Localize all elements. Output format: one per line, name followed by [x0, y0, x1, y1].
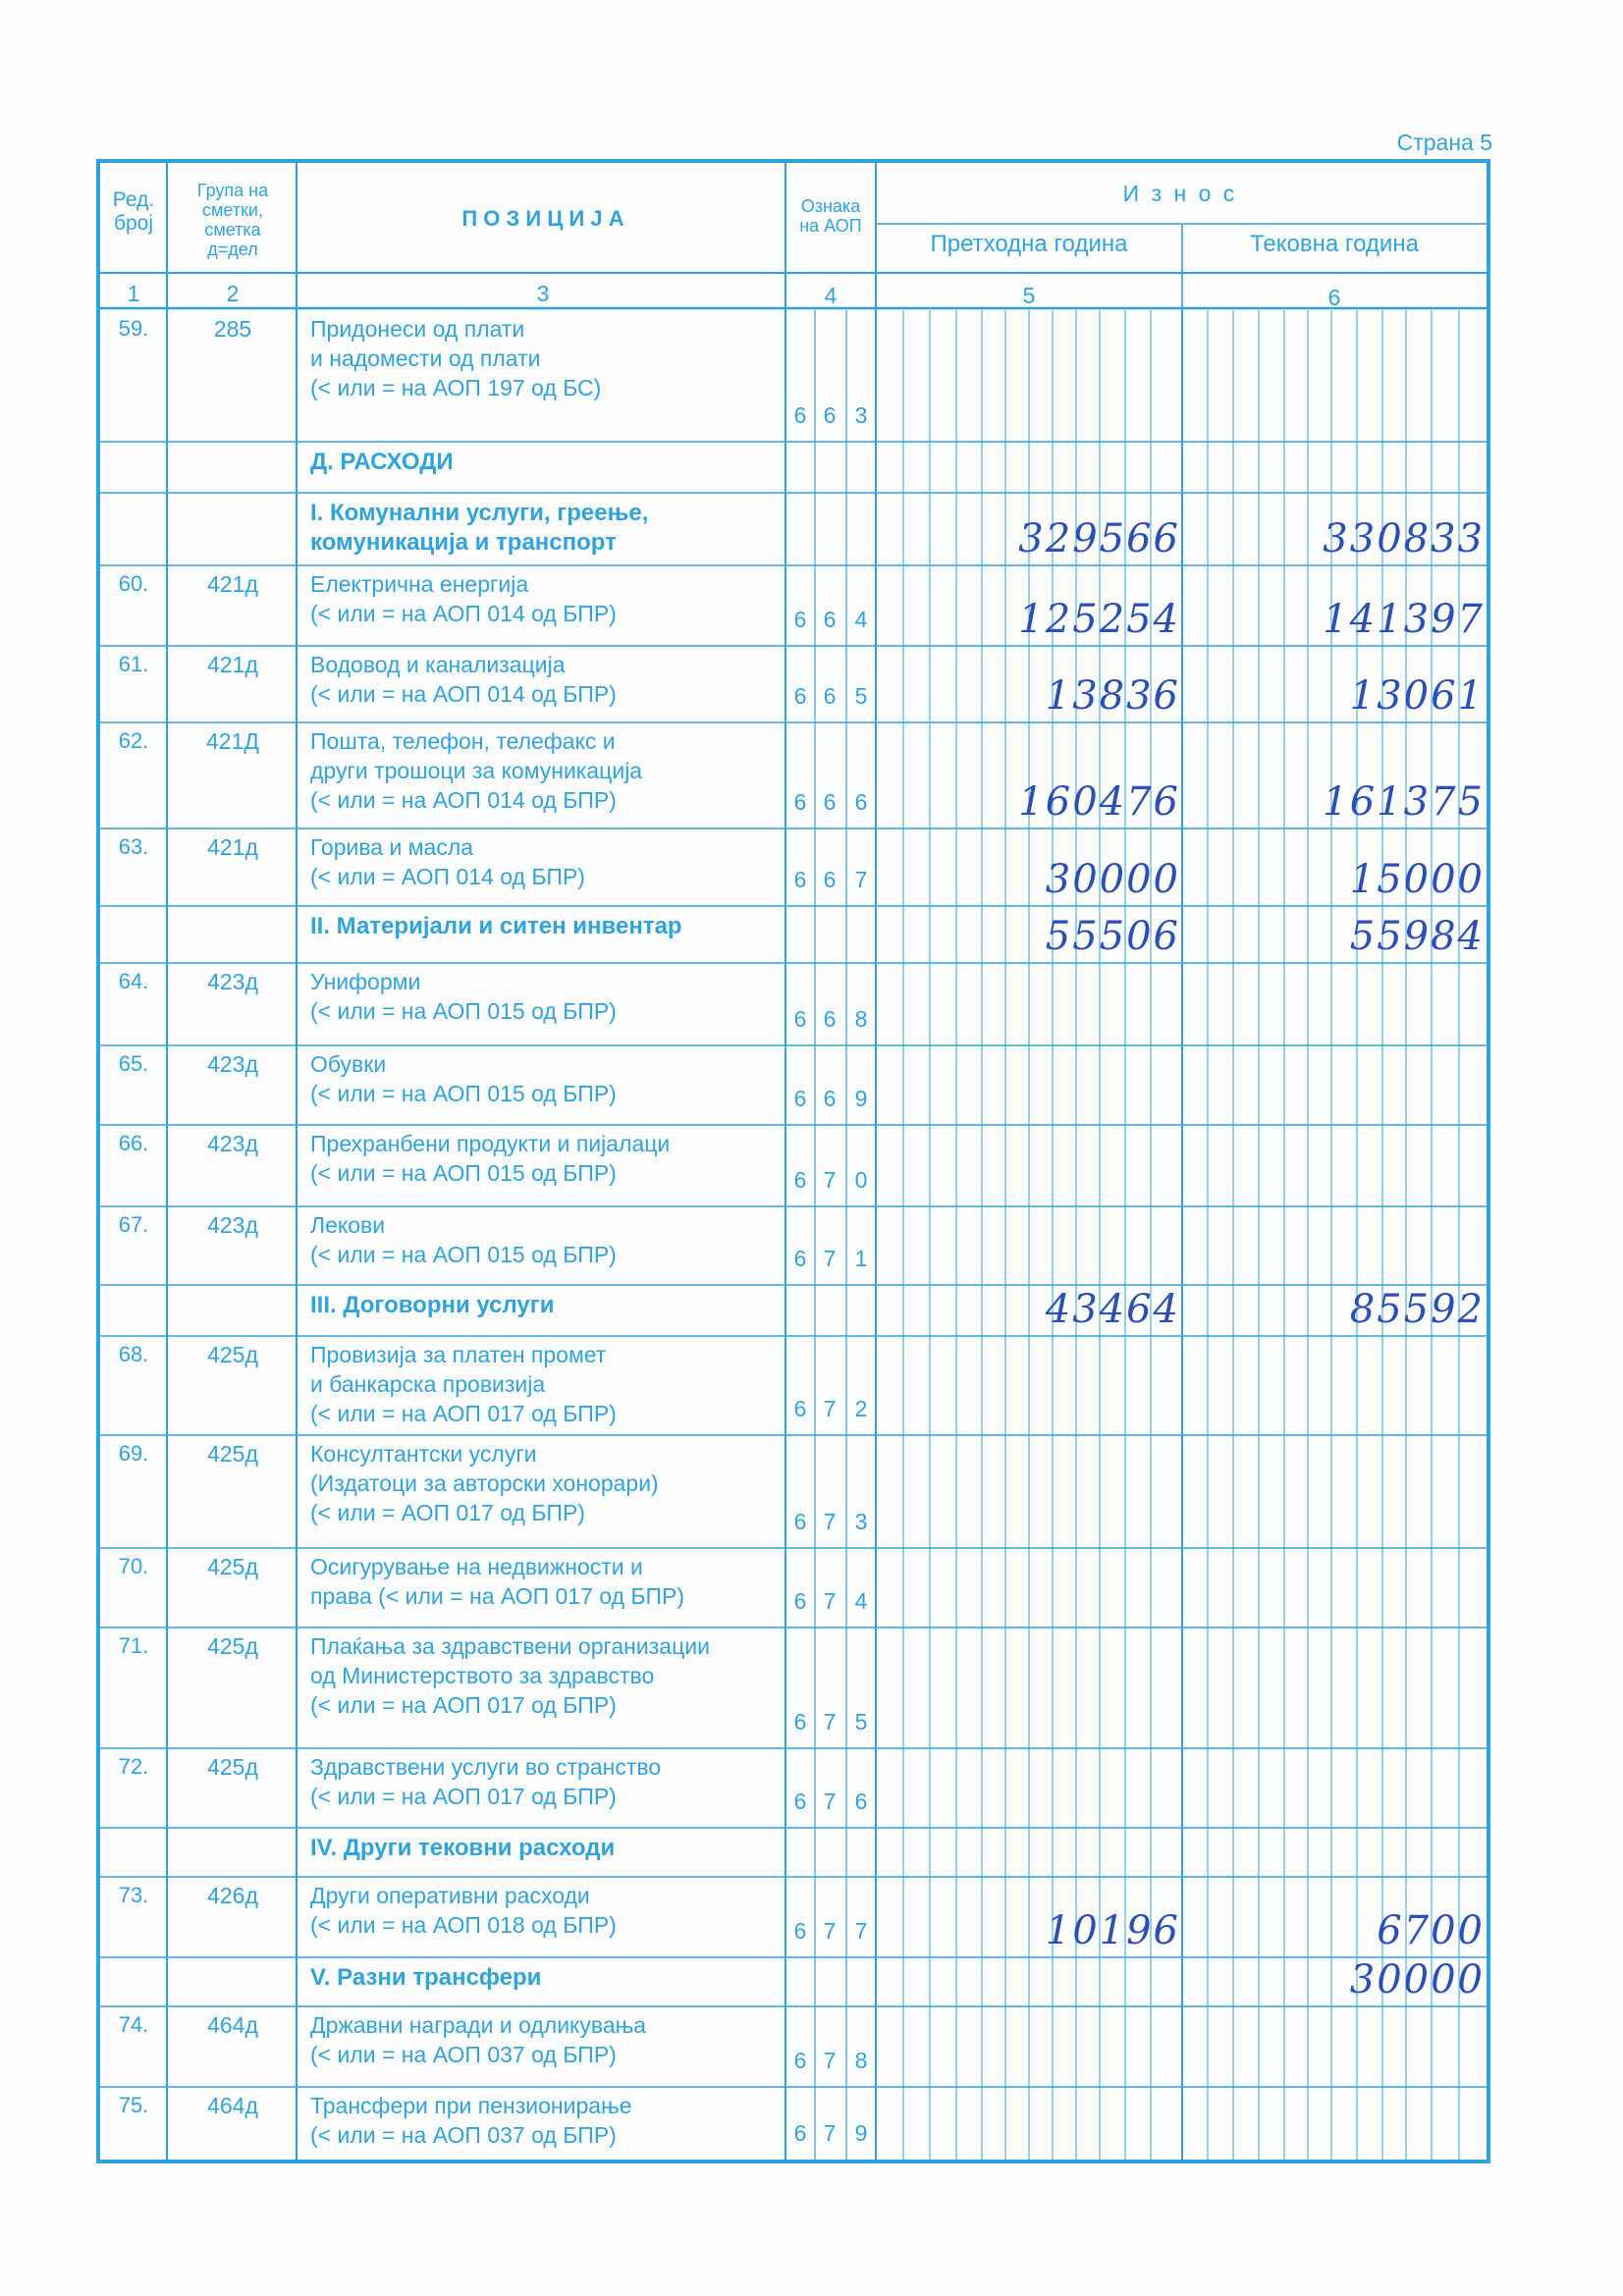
- aop-digit: 6: [823, 1006, 837, 1032]
- header-current-year: Тековна година: [1250, 231, 1419, 257]
- position-text: Осигурување на недвижности и права (< или = на АОП 017 од БПР): [310, 1554, 685, 1609]
- table-row: [100, 2087, 1487, 2160]
- position-text: Други оперативни расходи (< или = на АОП 018 од БПР): [310, 1883, 617, 1938]
- header-account-group: Група на сметки, сметка д=дел: [196, 181, 269, 259]
- table-row: [100, 1045, 1487, 1125]
- row-number: 61.: [118, 652, 149, 676]
- section-row: [100, 442, 1487, 493]
- page-number: Страна 5: [1396, 130, 1492, 155]
- row-number: 71.: [118, 1633, 149, 1658]
- aop-digit: 8: [854, 2048, 868, 2073]
- section-row: [100, 1828, 1487, 1877]
- row-number: 69.: [118, 1441, 149, 1466]
- aop-digit: 5: [854, 1709, 868, 1735]
- aop-digit: 6: [793, 1167, 807, 1193]
- table-row: [100, 1548, 1487, 1628]
- section-row: [100, 906, 1487, 963]
- account-group: 423д: [207, 969, 258, 994]
- table-row: [100, 646, 1487, 722]
- account-group: 421Д: [206, 728, 259, 754]
- account-group: 464д: [207, 2093, 258, 2118]
- position-text: Здравствени услуги во странство (< или = на АОП 017 од БПР): [310, 1754, 662, 1809]
- aop-digit: 6: [793, 1086, 807, 1111]
- aop-digit: 6: [793, 683, 807, 709]
- current-year-amount: 330833: [1323, 516, 1485, 561]
- aop-digit: 7: [823, 2048, 837, 2073]
- position-text: Обувки (< или = на АОП 015 од БПР): [310, 1051, 617, 1106]
- aop-digit: 6: [793, 1918, 807, 1944]
- header-previous-year: Претходна година: [930, 231, 1128, 257]
- account-group: 425д: [207, 1342, 258, 1367]
- aop-digit: 6: [854, 789, 868, 815]
- aop-digit: 6: [793, 607, 807, 632]
- section-row: [100, 1285, 1487, 1336]
- position-text: Државни награди и одликувања (< или = на АОП 037 од БПР): [310, 2012, 647, 2067]
- position-text: Електрична енергија (< или = на АОП 014 од БПР): [310, 571, 617, 626]
- table-row: [100, 565, 1487, 646]
- position-text: Водовод и канализација (< или = на АОП 014 од БПР): [310, 652, 617, 707]
- position-text: Консултантски услуги (Издатоци за авторски хонорари) (< или = АОП 017 од БПР): [310, 1441, 659, 1525]
- header-row-number: Ред. број: [112, 188, 155, 235]
- table-row: [100, 1206, 1487, 1285]
- aop-digit: 7: [823, 1246, 837, 1271]
- aop-digit: 7: [823, 1509, 837, 1534]
- current-year-amount: 55984: [1349, 914, 1485, 959]
- aop-digit: 9: [854, 2120, 868, 2146]
- section-row: [100, 1957, 1487, 2006]
- row-number: 66.: [118, 1131, 149, 1155]
- table-row: [100, 828, 1487, 906]
- row-number: 64.: [118, 969, 149, 993]
- aop-digit: 6: [823, 867, 837, 892]
- aop-digit: 6: [793, 1588, 807, 1614]
- position-text: Горива и масла (< или = АОП 014 од БПР): [310, 834, 585, 889]
- aop-digit: 5: [854, 683, 868, 709]
- position-text: Пошта, телефон, телефакс и други трошоци за комуникација (< или = на АОП 014 од БПР): [310, 728, 643, 813]
- section-title: III. Договорни услуги: [310, 1292, 555, 1318]
- col-number-3: 3: [536, 281, 550, 306]
- account-group: 421д: [207, 652, 258, 677]
- aop-digit: 6: [793, 789, 807, 815]
- aop-digit: 6: [823, 789, 837, 815]
- account-group: 425д: [207, 1754, 258, 1780]
- row-number: 65.: [118, 1051, 149, 1076]
- col-number-5: 5: [1022, 283, 1036, 308]
- table-row: [100, 310, 1487, 442]
- aop-digit: 3: [854, 1509, 868, 1534]
- position-text: Плаќања за здравствени организации од Министерството за здравство (< или = на АОП 017 од БПР): [310, 1633, 710, 1718]
- previous-year-amount: 125254: [1018, 597, 1180, 642]
- position-text: Придонеси од плати и надомести од плати (< или = на АОП 197 од БС): [310, 316, 602, 400]
- previous-year-amount: 10196: [1045, 1908, 1180, 1953]
- account-group: 421д: [207, 834, 258, 860]
- table-row: [100, 963, 1487, 1045]
- col-number-2: 2: [226, 281, 240, 306]
- aop-digit: 6: [793, 1789, 807, 1814]
- aop-digit: 0: [854, 1167, 868, 1193]
- row-number: 68.: [118, 1342, 149, 1366]
- aop-digit: 7: [823, 1918, 837, 1944]
- aop-digit: 4: [854, 607, 868, 632]
- table-row: [100, 2006, 1487, 2087]
- section-title: IV. Други тековни расходи: [310, 1835, 616, 1861]
- section-title: I. Комунални услуги, греење, комуникација и транспорт: [310, 500, 649, 556]
- current-year-amount: 30000: [1349, 1957, 1485, 2002]
- aop-digit: 6: [854, 1789, 868, 1814]
- account-group: 423д: [207, 1212, 258, 1238]
- table-row: [100, 722, 1487, 828]
- aop-digit: 7: [823, 1588, 837, 1614]
- expenses-form-table: [96, 159, 1490, 2163]
- position-text: Прехранбени продукти и пијалаци (< или = на АОП 015 од БПР): [310, 1131, 671, 1186]
- col-number-6: 6: [1327, 285, 1341, 310]
- aop-digit: 6: [823, 683, 837, 709]
- account-group: 421д: [207, 571, 258, 597]
- account-group: 285: [213, 316, 252, 342]
- current-year-amount: 161375: [1323, 779, 1485, 825]
- table-row: [100, 1877, 1487, 1957]
- table-row: [100, 1125, 1487, 1206]
- row-number: 59.: [118, 316, 149, 341]
- account-group: 425д: [207, 1441, 258, 1467]
- position-text: Провизија за платен промет и банкарска провизија (< или = на АОП 017 од БПР): [310, 1342, 617, 1426]
- previous-year-amount: 43464: [1045, 1287, 1180, 1332]
- section-title: II. Материјали и ситен инвентар: [310, 913, 682, 939]
- aop-digit: 6: [793, 1709, 807, 1735]
- row-number: 72.: [118, 1754, 149, 1779]
- aop-digit: 6: [793, 2120, 807, 2146]
- row-number: 73.: [118, 1883, 149, 1907]
- aop-digit: 6: [793, 1396, 807, 1421]
- previous-year-amount: 329566: [1018, 516, 1180, 561]
- col-number-1: 1: [127, 281, 140, 306]
- account-group: 423д: [207, 1131, 258, 1156]
- header-aop-code: Ознака на АОП: [799, 196, 862, 236]
- aop-digit: 3: [854, 402, 868, 428]
- aop-digit: 9: [854, 1086, 868, 1111]
- table-row: [100, 1748, 1487, 1828]
- aop-digit: 7: [823, 1789, 837, 1814]
- aop-digit: 7: [823, 1396, 837, 1421]
- current-year-amount: 15000: [1349, 857, 1485, 902]
- aop-digit: 7: [823, 1709, 837, 1735]
- previous-year-amount: 13836: [1045, 673, 1180, 719]
- section-row: [100, 493, 1487, 565]
- aop-digit: 8: [854, 1006, 868, 1032]
- aop-digit: 6: [793, 1006, 807, 1032]
- row-number: 62.: [118, 728, 149, 753]
- account-group: 423д: [207, 1051, 258, 1077]
- table-row: [100, 1435, 1487, 1548]
- current-year-amount: 85592: [1349, 1287, 1485, 1332]
- section-title: V. Разни трансфери: [310, 1964, 542, 1991]
- current-year-amount: 13061: [1349, 673, 1485, 719]
- row-number: 63.: [118, 834, 149, 859]
- col-number-4: 4: [824, 283, 838, 308]
- aop-digit: 4: [854, 1588, 868, 1614]
- row-number: 67.: [118, 1212, 149, 1237]
- aop-digit: 7: [854, 1918, 868, 1944]
- previous-year-amount: 55506: [1045, 914, 1180, 959]
- aop-digit: 6: [793, 867, 807, 892]
- aop-digit: 6: [793, 1509, 807, 1534]
- account-group: 425д: [207, 1554, 258, 1579]
- account-group: 425д: [207, 1633, 258, 1659]
- aop-digit: 6: [823, 607, 837, 632]
- row-number: 75.: [118, 2093, 149, 2117]
- account-group: 426д: [207, 1883, 258, 1908]
- aop-digit: 6: [823, 1086, 837, 1111]
- current-year-amount: 141397: [1323, 597, 1485, 642]
- header-position: П О З И Ц И Ј А: [461, 206, 624, 231]
- position-text: Трансфери при пензионирање (< или = на АОП 037 од БПР): [310, 2093, 632, 2148]
- aop-digit: 7: [823, 1167, 837, 1193]
- row-number: 74.: [118, 2012, 149, 2037]
- account-group: 464д: [207, 2012, 258, 2038]
- aop-digit: 7: [823, 2120, 837, 2146]
- aop-digit: 6: [793, 2048, 807, 2073]
- table-row: [100, 1336, 1487, 1435]
- row-number: 60.: [118, 571, 149, 596]
- position-text: Лекови (< или = на АОП 015 од БПР): [310, 1212, 617, 1267]
- aop-digit: 6: [823, 402, 837, 428]
- aop-digit: 6: [793, 402, 807, 428]
- aop-digit: 6: [793, 1246, 807, 1271]
- header-amount: И з н о с: [1122, 181, 1238, 206]
- aop-digit: 2: [854, 1396, 868, 1421]
- row-number: 70.: [118, 1554, 149, 1578]
- previous-year-amount: 160476: [1018, 779, 1180, 825]
- current-year-amount: 6700: [1377, 1908, 1485, 1953]
- previous-year-amount: 30000: [1045, 857, 1180, 902]
- position-text: Униформи (< или = на АОП 015 од БПР): [310, 969, 617, 1024]
- table-row: [100, 1628, 1487, 1748]
- aop-digit: 1: [854, 1246, 868, 1271]
- aop-digit: 7: [854, 867, 868, 892]
- section-title: Д. РАСХОДИ: [310, 449, 454, 475]
